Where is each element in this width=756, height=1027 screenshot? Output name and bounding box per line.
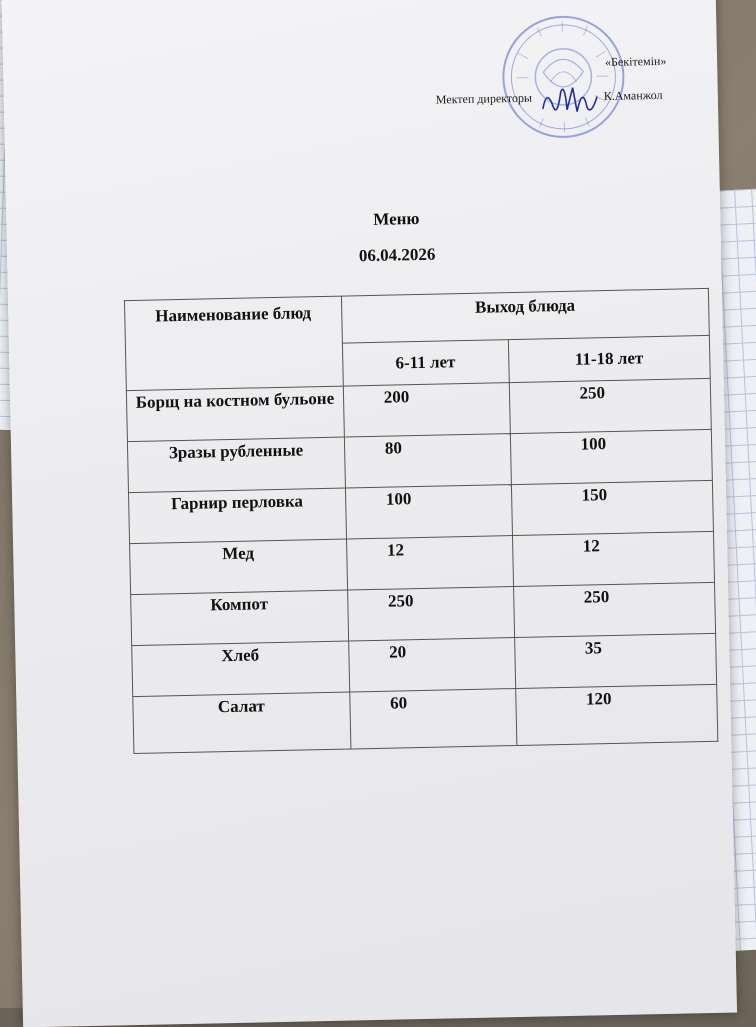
portion-6-11: 250 (347, 587, 514, 641)
dish-name: Борщ на костном бульоне (126, 386, 344, 442)
document-date: 06.04.2026 (7, 229, 756, 281)
menu-document (2, 0, 737, 1027)
portion-6-11: 80 (344, 434, 511, 488)
dish-name: Салат (133, 692, 351, 754)
portion-6-11: 200 (343, 383, 510, 437)
director-name: К.Аманжол (604, 88, 663, 104)
title-block (6, 193, 756, 281)
portion-11-18: 120 (515, 684, 718, 745)
document-title: Меню (6, 193, 756, 245)
dish-name: Мед (130, 539, 348, 595)
portion-6-11: 60 (349, 689, 516, 749)
dish-name: Зразы рубленные (127, 437, 345, 493)
header-age-11-18: 11-18 лет (508, 335, 710, 382)
portion-6-11: 100 (345, 485, 512, 539)
dish-name: Хлеб (132, 641, 350, 697)
portion-11-18: 100 (510, 429, 712, 484)
menu-table (124, 288, 718, 754)
approve-label: «Бекітемін» (605, 54, 667, 70)
signature-icon (538, 77, 599, 120)
table-row (133, 684, 718, 753)
portion-11-18: 150 (511, 480, 713, 535)
header-age-6-11: 6-11 лет (342, 340, 509, 386)
portion-11-18: 12 (512, 531, 714, 586)
header-output: Выход блюда (341, 288, 709, 343)
portion-11-18: 250 (509, 378, 711, 433)
dish-name: Компот (131, 590, 349, 646)
dish-name: Гарнир перловка (129, 488, 347, 544)
portion-6-11: 12 (346, 536, 513, 590)
header-dish-name: Наименование блюд (124, 296, 343, 391)
portion-11-18: 35 (514, 633, 716, 688)
portion-6-11: 20 (348, 638, 515, 692)
director-title: Мектеп директоры (436, 91, 532, 108)
portion-11-18: 250 (513, 582, 715, 637)
